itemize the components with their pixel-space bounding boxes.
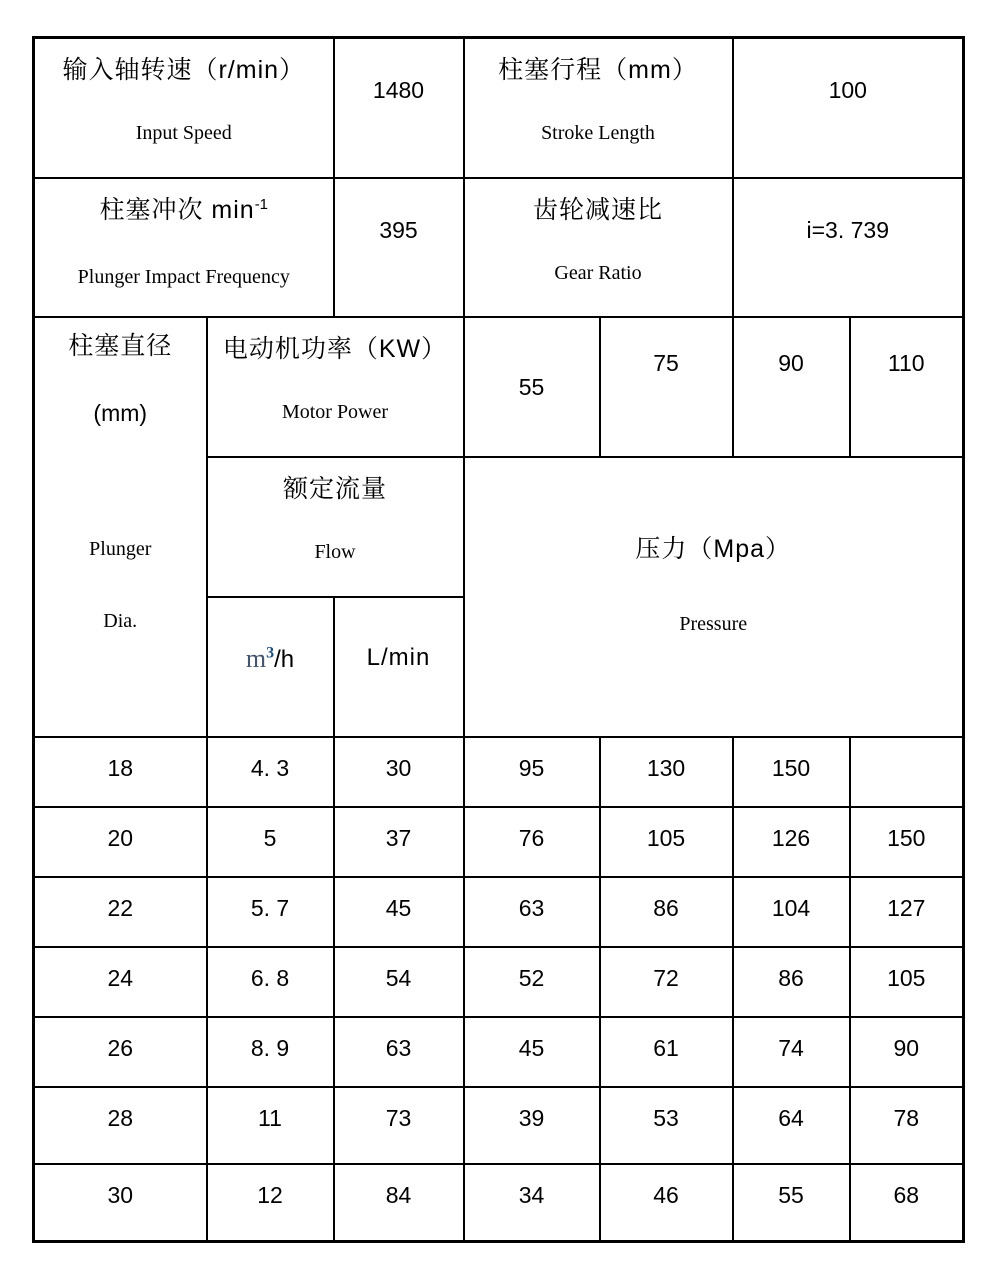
- cell-dia: 24: [34, 947, 207, 1017]
- gear-ratio-label-en: Gear Ratio: [554, 261, 642, 284]
- cell-pressure-2: 72: [600, 947, 733, 1017]
- cell-flow-m3h: 6. 8: [207, 947, 334, 1017]
- cell-flow-m3h: 11: [207, 1087, 334, 1164]
- cell-dia: 26: [34, 1017, 207, 1087]
- motor-power-value-cell: [600, 317, 733, 457]
- flow-unit-m3h: $m^3$: [245, 643, 275, 673]
- input-speed-value-cell: [334, 38, 464, 178]
- cell-pressure-1: 34: [464, 1164, 600, 1242]
- cell-pressure-3: 86: [733, 947, 850, 1017]
- table-row: [34, 737, 964, 807]
- cell-flow-lmin: 63: [334, 1017, 464, 1087]
- pressure-label-cn: 压力（Mpa）: [635, 534, 792, 563]
- gear-ratio-label-cell: [464, 178, 733, 317]
- cell-pressure-3: 74: [733, 1017, 850, 1087]
- impact-frequency-label-cell: [34, 178, 334, 317]
- cell-flow-m3h: 4. 3: [207, 737, 334, 807]
- cell-pressure-4: 150: [850, 807, 964, 877]
- cell-pressure-4: 90: [850, 1017, 964, 1087]
- motor-power-value-cell: [733, 317, 850, 457]
- cell-dia: 22: [34, 877, 207, 947]
- plunger-dia-label-en-line2: Dia.: [103, 609, 138, 632]
- motor-power-value: 75: [653, 349, 679, 376]
- cell-pressure-1: 45: [464, 1017, 600, 1087]
- plunger-dia-header-cell: [34, 317, 207, 737]
- flow-unit-lmin: L/min: [366, 643, 431, 671]
- cell-pressure-2: 105: [600, 807, 733, 877]
- cell-pressure-2: 46: [600, 1164, 733, 1242]
- motor-power-value: 110: [887, 349, 925, 376]
- motor-power-value: 55: [518, 373, 545, 400]
- cell-pressure-4: 68: [850, 1164, 964, 1242]
- cell-pressure-3: 150: [733, 737, 850, 807]
- stroke-length-label-en: Stroke Length: [541, 122, 655, 144]
- impact-frequency-value: 395: [379, 216, 418, 243]
- stroke-length-value-cell: [733, 38, 964, 178]
- cell-flow-lmin: 73: [334, 1087, 464, 1164]
- input-speed-label-cell: [34, 38, 334, 178]
- input-speed-value: 1480: [372, 77, 425, 103]
- impact-frequency-label-en: Plunger Impact Frequency: [77, 265, 290, 288]
- cell-flow-m3h: 8. 9: [207, 1017, 334, 1087]
- motor-power-value-cell: [464, 317, 600, 457]
- flow-unit-m3h-cell: $m^3/h$: [207, 597, 334, 737]
- gear-ratio-value: i=3. 739: [806, 216, 889, 243]
- plunger-dia-unit: (mm): [93, 399, 148, 426]
- cell-dia: 18: [34, 737, 207, 807]
- cell-flow-m3h: 5: [207, 807, 334, 877]
- cell-pressure-4: [850, 737, 964, 807]
- cell-dia: 30: [34, 1164, 207, 1242]
- motor-power-value-cell: [850, 317, 964, 457]
- cell-pressure-2: 53: [600, 1087, 733, 1164]
- impact-frequency-superscript: -1: [254, 195, 269, 213]
- motor-power-value: 90: [778, 349, 804, 376]
- motor-power-label-cn: 电动机功率（KW）: [222, 334, 448, 363]
- cell-pressure-4: 78: [850, 1087, 964, 1164]
- cell-flow-lmin: 54: [334, 947, 464, 1017]
- cell-pressure-1: 95: [464, 737, 600, 807]
- flow-label-en: Flow: [314, 540, 356, 563]
- input-speed-label-en: Input Speed: [135, 122, 232, 144]
- impact-frequency-value-cell: [334, 178, 464, 317]
- impact-frequency-label-cn: 柱塞冲次 $\min^{-1}$: [99, 195, 269, 224]
- table-row: [34, 178, 964, 317]
- table-row: [34, 38, 964, 178]
- cell-flow-lmin: 30: [334, 737, 464, 807]
- stroke-length-label-cell: [464, 38, 733, 178]
- motor-power-label-en: Motor Power: [281, 400, 389, 423]
- gear-ratio-value-cell: [733, 178, 964, 317]
- cell-flow-m3h: 5. 7: [207, 877, 334, 947]
- cell-pressure-2: 130: [600, 737, 733, 807]
- cell-dia: 20: [34, 807, 207, 877]
- input-speed-label-cn: 输入轴转速（r/min）: [62, 56, 306, 84]
- gear-ratio-label-cn: 齿轮减速比: [532, 195, 663, 224]
- cell-flow-lmin: 37: [334, 807, 464, 877]
- table-row: [34, 877, 964, 947]
- table-row: [34, 807, 964, 877]
- pressure-header-cell: [464, 457, 964, 737]
- motor-power-header-cell: [207, 317, 464, 457]
- cell-pressure-3: 126: [733, 807, 850, 877]
- table-row: [34, 1017, 964, 1087]
- cell-pressure-4: 127: [850, 877, 964, 947]
- cell-pressure-4: 105: [850, 947, 964, 1017]
- cell-pressure-3: 55: [733, 1164, 850, 1242]
- cell-flow-m3h: 12: [207, 1164, 334, 1242]
- table-row: [34, 1087, 964, 1164]
- flow-label-cn: 额定流量: [282, 474, 387, 503]
- plunger-dia-label-en-line1: Plunger: [89, 537, 152, 560]
- cell-flow-lmin: 45: [334, 877, 464, 947]
- cell-pressure-1: 52: [464, 947, 600, 1017]
- table-row: [34, 1164, 964, 1242]
- cell-flow-lmin: 84: [334, 1164, 464, 1242]
- plunger-dia-label-cn: 柱塞直径: [68, 331, 173, 360]
- stroke-length-label-cn: 柱塞行程（mm）: [498, 56, 698, 84]
- cell-pressure-3: 64: [733, 1087, 850, 1164]
- cell-pressure-2: 61: [600, 1017, 733, 1087]
- cell-pressure-1: 63: [464, 877, 600, 947]
- pressure-label-en: Pressure: [679, 612, 748, 635]
- cell-dia: 28: [34, 1087, 207, 1164]
- cell-pressure-1: 39: [464, 1087, 600, 1164]
- flow-header-cell: [207, 457, 464, 597]
- flow-unit-lmin-cell: [334, 597, 464, 737]
- table-row: [34, 317, 964, 457]
- stroke-length-value: 100: [828, 77, 867, 103]
- cell-pressure-1: 76: [464, 807, 600, 877]
- pump-spec-table: [32, 36, 965, 1243]
- cell-pressure-2: 86: [600, 877, 733, 947]
- cell-pressure-3: 104: [733, 877, 850, 947]
- table-row: [34, 947, 964, 1017]
